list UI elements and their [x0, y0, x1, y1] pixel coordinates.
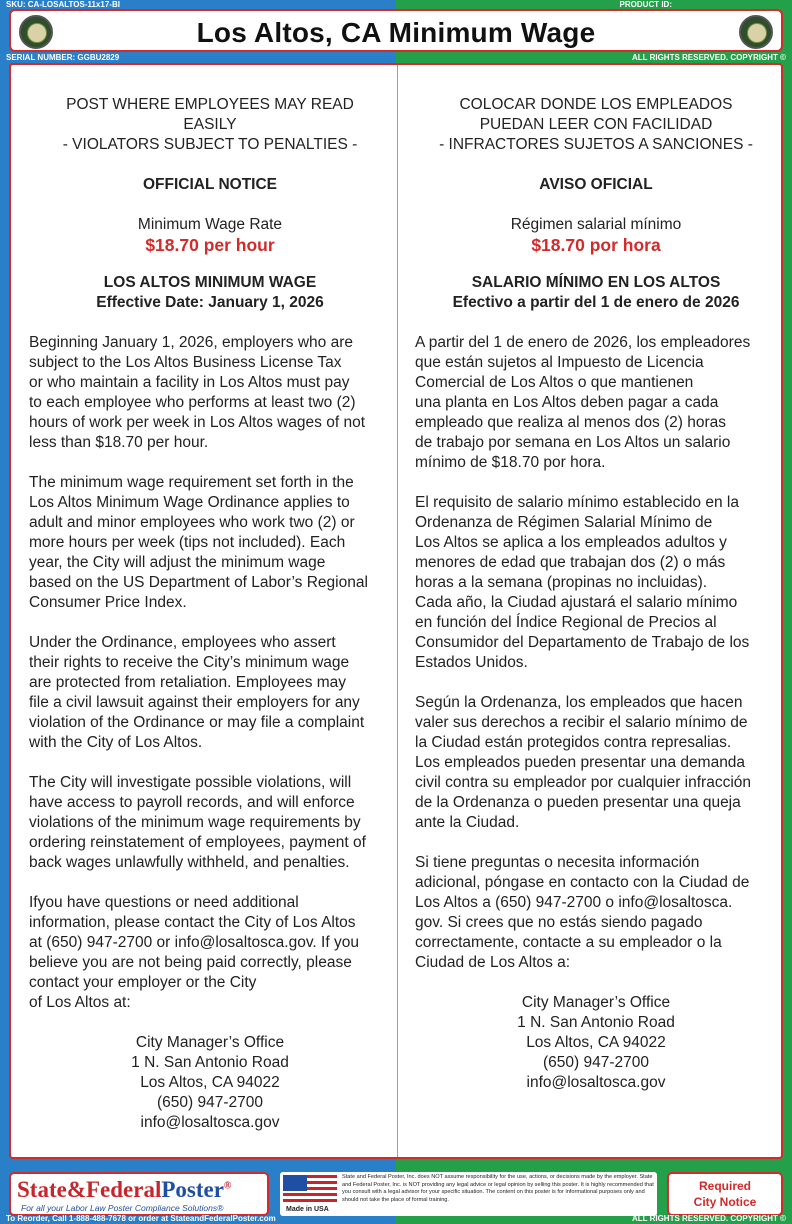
text-line: file a civil lawsuit against their employers for any [29, 694, 360, 711]
text-line: Estados Unidos. [415, 654, 528, 671]
reorder-info: To Reorder, Call 1-888-488-7678 or order at StateandFederalPoster.com [6, 1214, 276, 1223]
serial-bar [0, 53, 792, 63]
title-box [9, 9, 783, 52]
text-line: have access to payroll records, and will enforce [29, 794, 355, 811]
made-in-usa-label: Made in USA [286, 1206, 329, 1213]
brand-name [17, 1177, 231, 1203]
text-line: Comercial de Los Altos o que mantienen [415, 374, 694, 391]
brand-logo [9, 1172, 269, 1216]
text-line: valer sus derechos a recibir el salario mínimo de [415, 714, 748, 731]
text-line: less than $18.70 per hour. [29, 434, 209, 451]
posting-line: POST WHERE EMPLOYEES MAY READ [66, 96, 354, 113]
page-title: Los Altos, CA Minimum Wage [196, 17, 596, 48]
text-line: gov. Si crees que no estás siendo pagado [415, 914, 703, 931]
badge-line: City Notice [693, 1195, 757, 1209]
email-address: info@losaltosca.gov [526, 1074, 666, 1091]
contact-address [415, 993, 777, 1093]
text-line: horas a la semana (propinas no incluidas). [415, 574, 708, 591]
text-line: based on the US Department of Labor’s Regional [29, 574, 368, 591]
disclaimer-box [280, 1172, 657, 1216]
product-id-label: PRODUCT ID: [619, 0, 672, 9]
paragraph [29, 893, 391, 1013]
text-line: more hours per week (tips not included). Each [29, 534, 346, 551]
text-line: una planta en Los Altos deben pagar a cada [415, 394, 719, 411]
text-line: contact your employer or the City [29, 974, 257, 991]
text-line: with the City of Los Altos. [29, 734, 203, 751]
text-line: violation of the Ordinance or may file a complaint [29, 714, 365, 731]
text-line: Beginning January 1, 2026, employers who are [29, 334, 353, 351]
badge-line: Required [698, 1179, 751, 1193]
us-flag-icon [283, 1175, 337, 1205]
address-line: City Manager’s Office [135, 1034, 285, 1051]
text-line: El requisito de salario mínimo establecido en la [415, 494, 739, 511]
text-line: Under the Ordinance, employees who assert [29, 634, 336, 651]
text-line: en función del Índice Regional de Precios al [415, 614, 717, 631]
text-line: Ciudad de Los Altos a: [415, 954, 571, 971]
text-line: ante la Ciudad. [415, 814, 520, 831]
paragraph [29, 773, 391, 873]
section-heading: LOS ALTOS MINIMUM WAGE [103, 274, 317, 291]
rate-label: Régimen salarial mínimo [510, 216, 682, 233]
contact-address [29, 1033, 391, 1133]
address-line: 1 N. San Antonio Road [131, 1054, 289, 1071]
text-line: information, please contact the City of Los Altos [29, 914, 356, 931]
text-line: The City will investigate possible violations, will [29, 774, 352, 791]
text-line: que están sujetos al Impuesto de Licencia [415, 354, 704, 371]
city-seal-icon [739, 15, 773, 49]
text-line: violations of the minimum wage requirements by [29, 814, 361, 831]
column-divider [397, 65, 398, 1157]
text-line: Consumer Price Index. [29, 594, 187, 611]
posting-line: - VIOLATORS SUBJECT TO PENALTIES - [62, 136, 358, 153]
text-line: civil contra su empleador por cualquier infracción [415, 774, 751, 791]
text-line: or who maintain a facility in Los Altos must pay [29, 374, 350, 391]
posting-line: EASILY [183, 116, 237, 133]
text-line: their rights to receive the City’s minimum wage [29, 654, 350, 671]
paragraph [29, 473, 391, 613]
text-line: to each employee who performs at least two (2) [29, 394, 356, 411]
phone-number: (650) 947-2700 [157, 1094, 263, 1111]
text-line: Los Altos Minimum Wage Ordinance applies to [29, 494, 350, 511]
posting-line: - INFRACTORES SUJETOS A SANCIONES - [439, 136, 753, 153]
copyright-notice: ALL RIGHTS RESERVED. COPYRIGHT © [631, 1214, 786, 1223]
sku-label: SKU: CA-LOSALTOS-11x17-BI [6, 0, 120, 9]
text-line: de trabajo por semana en Los Altos un salario [415, 434, 731, 451]
registered-mark: ® [223, 1180, 232, 1192]
rate-value: $18.70 per hour [145, 235, 275, 255]
text-line: menores de edad que trabajan dos (2) o más [415, 554, 726, 571]
text-line: adult and minor employees who work two (2) or [29, 514, 355, 531]
posting-line: COLOCAR DONDE LOS EMPLEADOS [459, 96, 733, 113]
text-line: Ifyou have questions or need additional [29, 894, 299, 911]
paragraph [415, 493, 777, 673]
address-line: City Manager’s Office [521, 994, 671, 1011]
bottom-bar [0, 1214, 792, 1224]
effective-date: Efectivo a partir del 1 de enero de 2026 [452, 294, 740, 311]
text-line: mínimo de $18.70 por hora. [415, 454, 606, 471]
text-line: ordering reinstatement of employees, payment of [29, 834, 366, 851]
text-line: believe you are not being paid correctly, please [29, 954, 352, 971]
text-line: are protected from retaliation. Employees may [29, 674, 347, 691]
paragraph [29, 333, 391, 453]
brand-part: Poster [161, 1177, 224, 1202]
paragraph [29, 633, 391, 753]
text-line: subject to the Los Altos Business License Tax [29, 354, 342, 371]
text-line: of Los Altos at: [29, 994, 131, 1011]
address-line: Los Altos, CA 94022 [140, 1074, 280, 1091]
official-notice-heading: OFFICIAL NOTICE [142, 176, 278, 193]
text-line: Ordenanza de Régimen Salarial Mínimo de [415, 514, 713, 531]
paragraph [415, 853, 777, 973]
text-line: Los Altos se aplica a los empleados adultos y [415, 534, 727, 551]
paragraph [415, 333, 777, 473]
text-line: empleado que realiza al menos dos (2) horas [415, 414, 727, 431]
text-line: adicional, póngase en contacto con la Ciudad de [415, 874, 750, 891]
phone-number: (650) 947-2700 [543, 1054, 649, 1071]
required-city-notice-badge [667, 1172, 783, 1216]
posting-line: PUEDAN LEER CON FACILIDAD [479, 116, 713, 133]
english-column [29, 95, 391, 1133]
text-line: Consumidor del Departamento de Trabajo de los [415, 634, 750, 651]
serial-number: SERIAL NUMBER: GGBU2829 [6, 53, 120, 62]
text-line: Los Altos a (650) 947-2700 o info@losaltosca. [415, 894, 733, 911]
address-line: 1 N. San Antonio Road [517, 1014, 675, 1031]
text-line: at (650) 947-2700 or info@losaltosca.gov. If you [29, 934, 359, 951]
disclaimer-text: State and Federal Poster, Inc. does NOT assume responsibility for the use, actions, or decisions made by the employer. State and Federal Poster, Inc. is NOT providing any legal advice or legal opinion by selling this poster. It is highly recommended that you consult with a legal advisor for your specific situation. The content on this poster is for informational purposes only and should not take the place of formal training. [342, 1174, 654, 1203]
text-line: Cada año, la Ciudad ajustará el salario mínimo [415, 594, 738, 611]
notice-body [9, 63, 783, 1159]
section-heading: SALARIO MÍNIMO EN LOS ALTOS [471, 274, 721, 291]
text-line: hours of work per week in Los Altos wages of not [29, 414, 366, 431]
text-line: The minimum wage requirement set forth in the [29, 474, 354, 491]
address-line: Los Altos, CA 94022 [526, 1034, 666, 1051]
text-line: Según la Ordenanza, los empleados que hacen [415, 694, 743, 711]
email-address: info@losaltosca.gov [140, 1114, 280, 1131]
effective-date: Effective Date: January 1, 2026 [96, 294, 324, 311]
text-line: correctamente, contacte a su empleador o la [415, 934, 722, 951]
posting-instruction [415, 95, 777, 155]
text-line: A partir del 1 de enero de 2026, los empleadores [415, 334, 751, 351]
rate-label: Minimum Wage Rate [137, 216, 283, 233]
posting-instruction [29, 95, 391, 155]
official-notice-heading: AVISO OFICIAL [539, 176, 653, 193]
rate-value: $18.70 por hora [531, 235, 661, 255]
spanish-column [415, 95, 777, 1093]
text-line: Los empleados pueden presentar una demanda [415, 754, 746, 771]
text-line: year, the City will adjust the minimum wage [29, 554, 326, 571]
text-line: de la Ordenanza o pueden presentar una queja [415, 794, 741, 811]
brand-part: State&Federal [17, 1177, 162, 1202]
top-bar [0, 0, 792, 9]
text-line: back wages unlawfully withheld, and penalties. [29, 854, 350, 871]
text-line: Si tiene preguntas o necesita información [415, 854, 700, 871]
paragraph [415, 693, 777, 833]
copyright-notice: ALL RIGHTS RESERVED. COPYRIGHT © [631, 53, 786, 62]
brand-tagline: For all your Labor Law Poster Compliance Solutions® [21, 1203, 224, 1213]
text-line: la Ciudad están protegidos contra represalias. [415, 734, 732, 751]
